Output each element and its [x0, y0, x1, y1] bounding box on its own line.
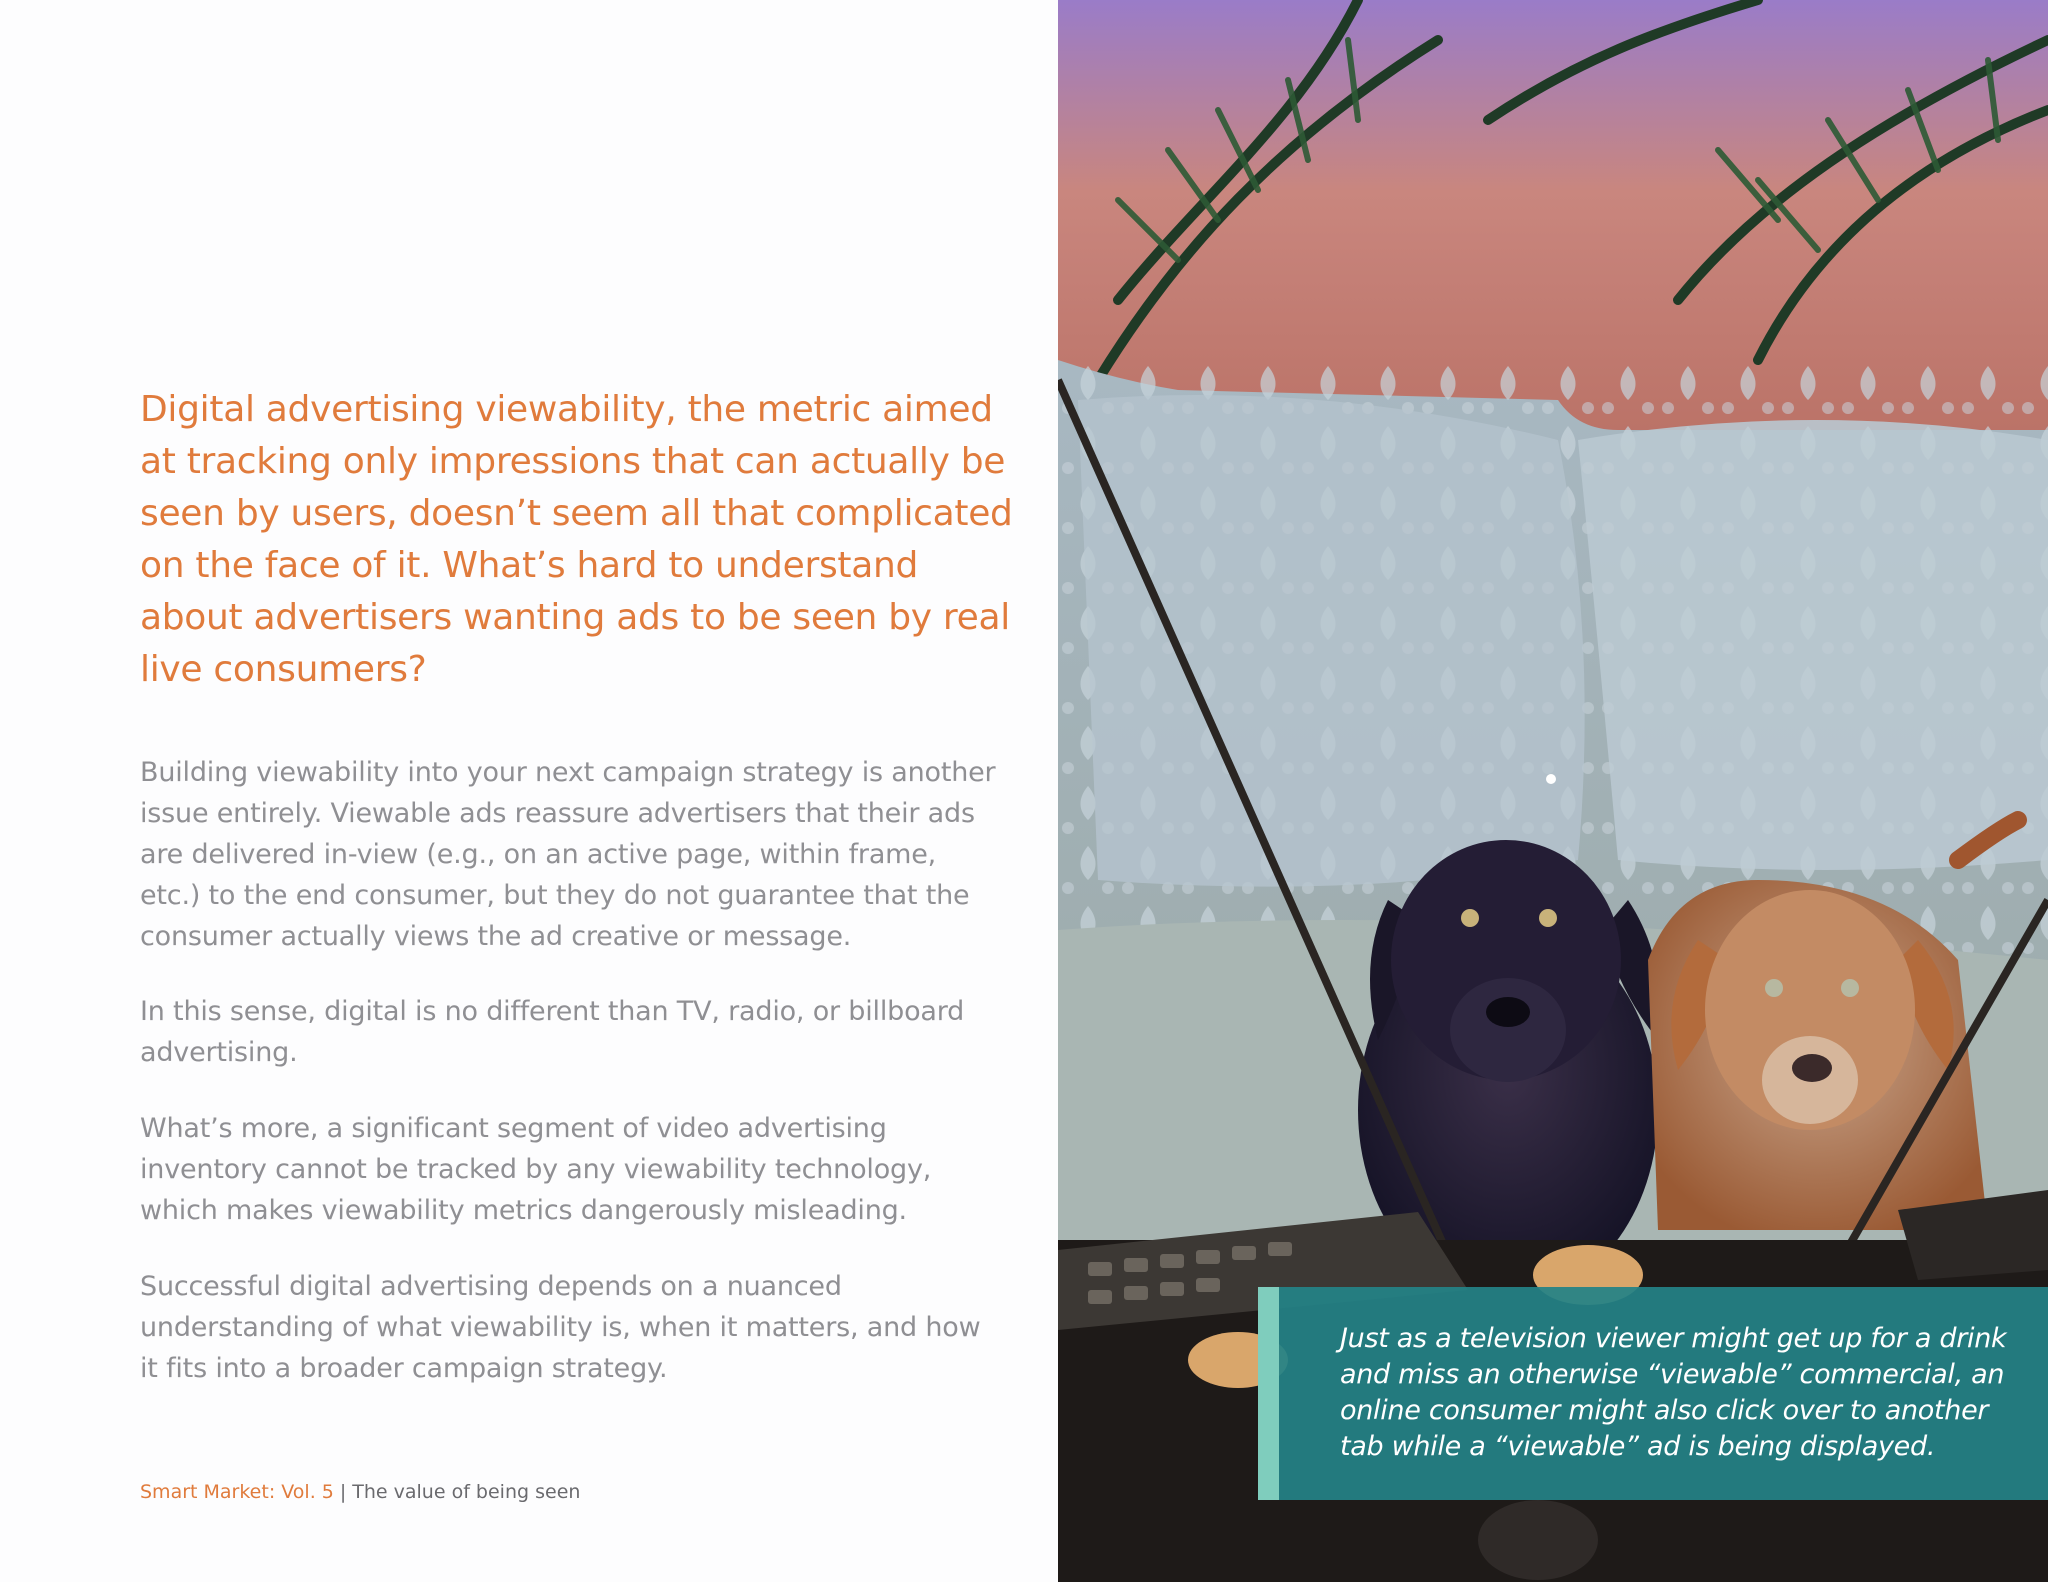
- body-paragraph-1: Building viewability into your next campaign strategy is another issue entirely. Viewable ads reassure advertisers that their ads are delivered in-view (e.g., on an active page, within frame, etc.) to the end consumer, but they do not guarantee that the consumer actually views the ad creative or message.: [140, 757, 996, 952]
- photo-caption: Just as a television viewer might get up for a drink and miss an otherwise “viewable” commercial, an online consumer might also click over to another tab while a “viewable” ad is being displayed.: [1340, 1323, 2007, 1462]
- footer-separator: |: [339, 1481, 347, 1503]
- body-paragraph-3: What’s more, a significant segment of video advertising inventory cannot be tracked by any viewability technology, which makes viewability metrics dangerously misleading.: [140, 1113, 932, 1226]
- body-paragraph-4: Successful digital advertising depends on a nuanced understanding of what viewability is, when it matters, and how it fits into a broader campaign strategy.: [140, 1271, 981, 1384]
- lead-paragraph: Digital advertising viewability, the metric aimed at tracking only impressions that can actually be seen by users, doesn’t seem all that complicated on the face of it. What’s hard to understand about advertisers wanting ads to be seen by real live consumers?: [140, 389, 1013, 690]
- body-paragraph-2: In this sense, digital is no different than TV, radio, or billboard advertising.: [140, 996, 965, 1068]
- page-footer: [140, 1480, 580, 1504]
- footer-publication: Smart Market: Vol. 5: [140, 1481, 334, 1503]
- footer-title: The value of being seen: [352, 1481, 581, 1503]
- caption-accent-bar: [1258, 1287, 1279, 1500]
- photo-caption-box: [1258, 1287, 2048, 1500]
